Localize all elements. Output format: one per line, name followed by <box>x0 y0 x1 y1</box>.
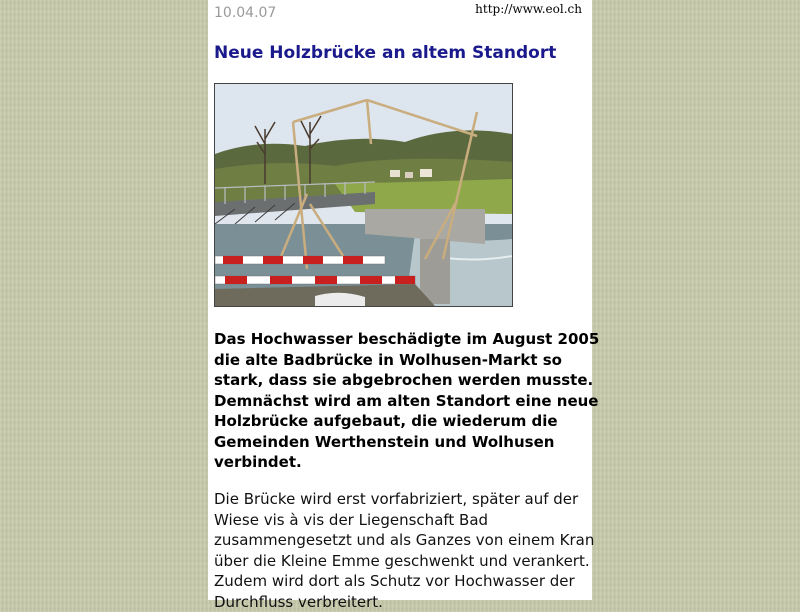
article-date: 10.04.07 <box>214 5 276 21</box>
article-page <box>208 0 592 600</box>
lead-line: stark, dass sie abgebrochen werden musste. <box>214 370 604 391</box>
lead-line: die alte Badbrücke in Wolhusen-Markt so <box>214 350 604 371</box>
body-line: Zudem wird dort als Schutz vor Hochwasser der <box>214 571 604 592</box>
body-line: Durchfluss verbreitert. <box>214 592 604 612</box>
body-line: über die Kleine Emme geschwenkt und verankert. <box>214 551 604 572</box>
source-url[interactable]: http://www.eol.ch <box>475 2 582 16</box>
lead-line: Das Hochwasser beschädigte im August 2005 <box>214 329 604 350</box>
article-lead <box>214 329 604 473</box>
lead-line: verbindet. <box>214 452 604 473</box>
article-body <box>214 489 604 612</box>
bridge-photo <box>214 83 513 307</box>
lead-line: Gemeinden Werthenstein und Wolhusen <box>214 432 604 453</box>
lead-line: Holzbrücke aufgebaut, die wiederum die <box>214 411 604 432</box>
body-line: Wiese vis à vis der Liegenschaft Bad <box>214 510 604 531</box>
lead-line: Demnächst wird am alten Standort eine neue <box>214 391 604 412</box>
article-headline: Neue Holzbrücke an altem Standort <box>214 43 556 63</box>
body-line: zusammengesetzt und als Ganzes von einem Kran <box>214 530 604 551</box>
body-line: Die Brücke wird erst vorfabriziert, später auf der <box>214 489 604 510</box>
